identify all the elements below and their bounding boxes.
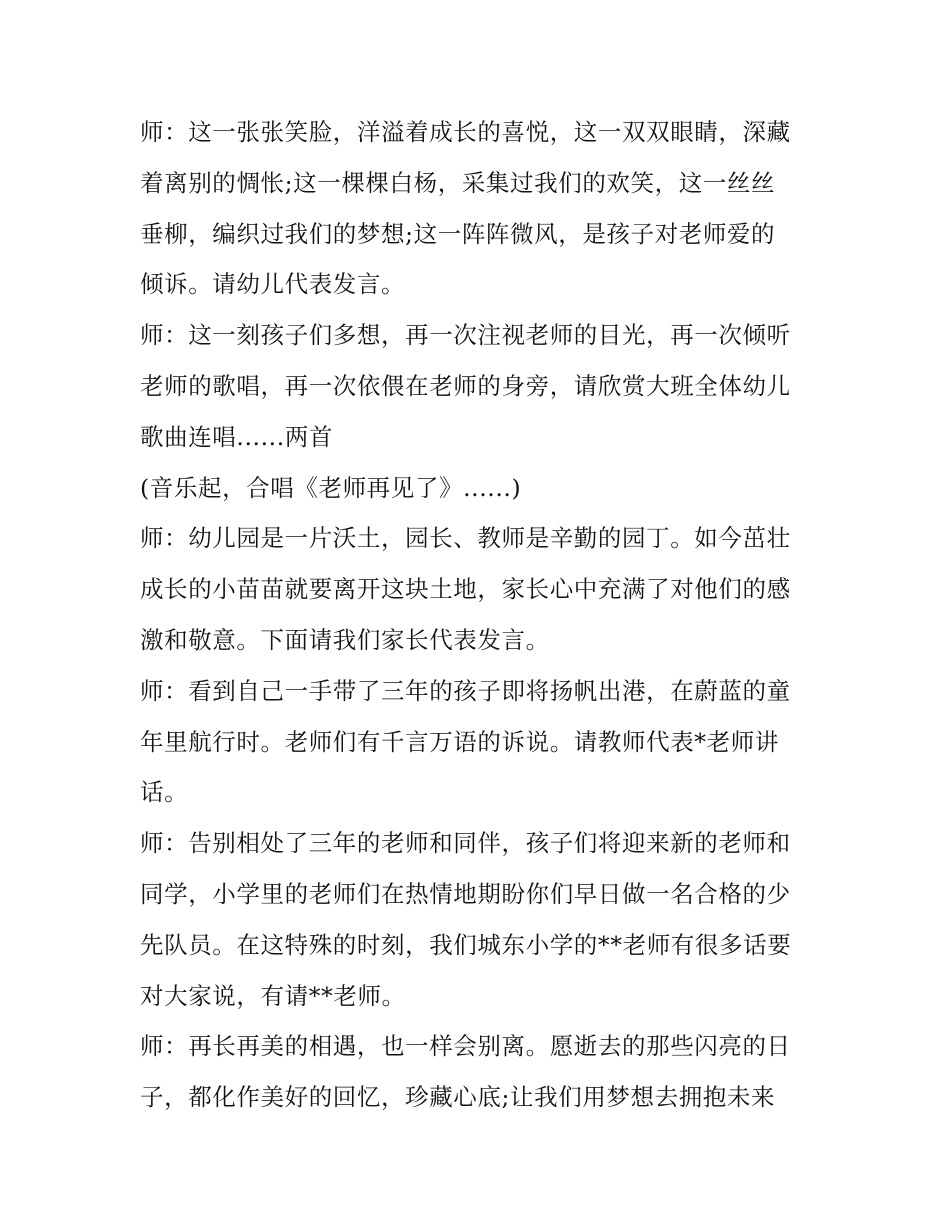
text-line: 同学，小学里的老师们在热情地期盼你们早日做一名合格的少 <box>140 879 791 908</box>
text-line: 倾诉。请幼儿代表发言。 <box>140 270 406 299</box>
text-line: 话。 <box>140 778 189 807</box>
text-line: 师：这一刻孩子们多想，再一次注视老师的目光，再一次倾听 <box>140 321 791 350</box>
text-line: 年里航行时。老师们有千言万语的诉说。请教师代表*老师讲 <box>140 727 779 756</box>
text-line: 师：这一张张笑脸，洋溢着成长的喜悦，这一双双眼睛，深藏 <box>140 118 791 146</box>
text-line: 师：幼儿园是一片沃土，园长、教师是辛勤的园丁。如今茁壮 <box>140 524 791 553</box>
text-line: (音乐起，合唱《老师再见了》......) <box>140 473 522 502</box>
document-body <box>140 107 820 1123</box>
text-line: 老师的歌唱，再一次依偎在老师的身旁，请欣赏大班全体幼儿 <box>140 371 791 400</box>
text-line: 成长的小苗苗就要离开这块土地，家长心中充满了对他们的感 <box>140 575 791 604</box>
text-line: 激和敬意。下面请我们家长代表发言。 <box>140 625 550 654</box>
text-line: 垂柳，编织过我们的梦想;这一阵阵微风，是孩子对老师爱的 <box>140 219 776 248</box>
text-line: 子，都化作美好的回忆，珍藏心底;让我们用梦想去拥抱未来 <box>140 1083 776 1112</box>
text-line: 师：告别相处了三年的老师和同伴，孩子们将迎来新的老师和 <box>140 829 791 858</box>
text-line: 对大家说，有请**老师。 <box>140 981 406 1010</box>
text-line: 师：看到自己一手带了三年的孩子即将扬帆出港，在蔚蓝的童 <box>140 676 791 705</box>
text-line: 师：再长再美的相遇，也一样会别离。愿逝去的那些闪亮的日 <box>140 1032 791 1061</box>
text-line: 先队员。在这特殊的时刻，我们城东小学的**老师有很多话要 <box>140 930 792 959</box>
text-line: 着离别的惆怅;这一棵棵白杨，采集过我们的欢笑，这一丝丝 <box>140 168 776 197</box>
text-line: 歌曲连唱......两首 <box>140 422 334 451</box>
